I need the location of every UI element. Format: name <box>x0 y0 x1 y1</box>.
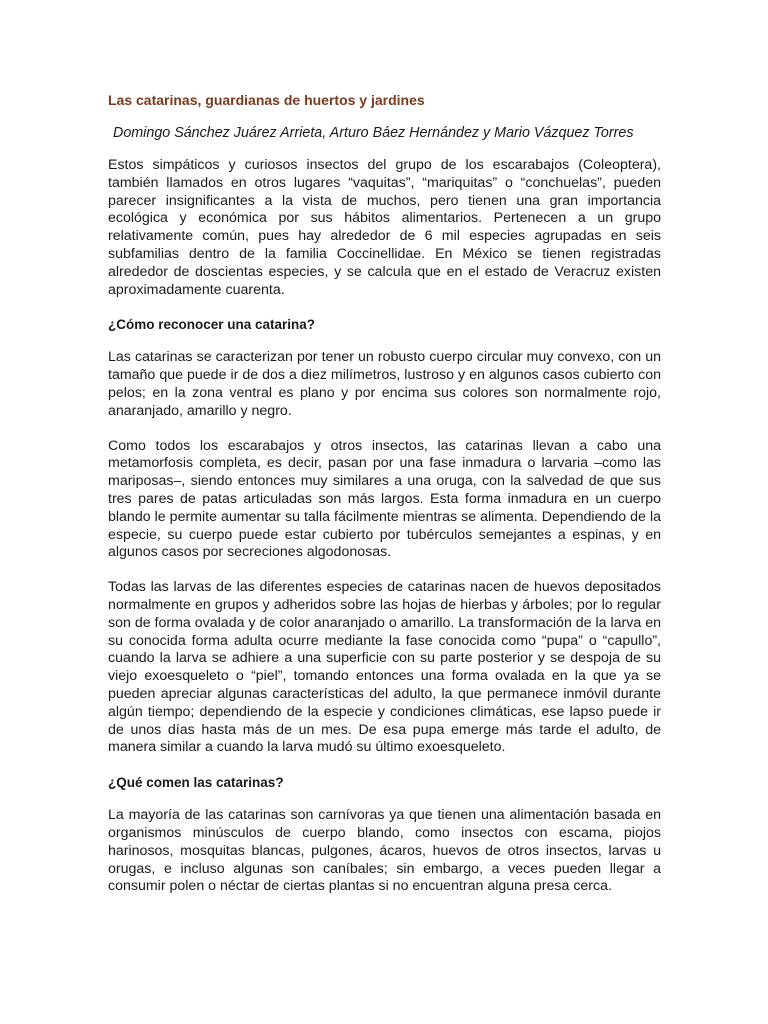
section-heading-recognize: ¿Cómo reconocer una catarina? <box>108 317 316 333</box>
section-heading-diet: ¿Qué comen las catarinas? <box>108 775 284 791</box>
paragraph-metamorphosis: Como todos los escarabajos y otros insectos, las catarinas llevan a cabo una metamorfosis completa, es decir, pasan por una fase inmadura o larvaria –como las mariposas–, siendo entonces muy similares a una oruga, con la salvedad de que sus tres pares de patas articuladas son más largos. Esta forma inmadura en un cuerpo blando le permite aumentar su talla fácilmente mientras se alimenta. Dependiendo de la especie, su cuerpo puede estar cubierto por tubérculos semejantes a espinas, y en algunos casos por secreciones algodonosas. <box>108 437 661 561</box>
paragraph-diet: La mayoría de las catarinas son carnívoras ya que tienen una alimentación basada en organismos minúsculos de cuerpo blando, como insectos con escama, piojos harinosos, mosquitas blancas, pulgones, ácaros, huevos de otros insectos, larvas u orugas, e incluso algunas son caníbales; sin embargo, a veces pueden llegar a consumir polen o néctar de ciertas plantas si no encuentran alguna presa cerca. <box>108 807 661 895</box>
document-page <box>108 90 661 913</box>
paragraph-body-description: Las catarinas se caracterizan por tener un robusto cuerpo circular muy convexo, con un tamaño que puede ir de dos a diez milímetros, lustroso y en algunos casos cubierto con pelos; en la zona ventral es plano y por encima sus colores son normalmente rojo, anaranjado, amarillo y negro. <box>108 349 661 419</box>
article-title: Las catarinas, guardianas de huertos y jardines <box>108 92 425 108</box>
intro-paragraph: Estos simpáticos y curiosos insectos del grupo de los escarabajos (Coleoptera), también llamados en otros lugares “vaquitas”, “mariquitas” o “conchuelas”, pueden parecer insignificantes a la vista de muchos, pero tienen una gran importancia ecológica y económica por sus hábitos alimentarios. Pertenecen a un grupo relativamente común, pues hay alrededor de 6 mil especies agrupadas en seis subfamilias dentro de la familia Coccinellidae. En México se tienen registradas alrededor de doscientas especies, y se calcula que en el estado de Veracruz existen aproximadamente cuarenta. <box>108 157 661 298</box>
article-authors: Domingo Sánchez Juárez Arrieta, Arturo Báez Hernández y Mario Vázquez Torres <box>113 125 634 141</box>
paragraph-larvae: Todas las larvas de las diferentes especies de catarinas nacen de huevos depositados normalmente en grupos y adheridos sobre las hojas de hierbas y árboles; por lo regular son de forma ovalada y de color anaranjado o amarillo. La transformación de la larva en su conocida forma adulta ocurre mediante la fase conocida como “pupa” o “capullo”, cuando la larva se adhiere a una superficie con su parte posterior y se despoja de su viejo exoesqueleto o “piel”, tomando entonces una forma ovalada en la que ya se pueden apreciar algunas características del adulto, la que permanece inmóvil durante algún tiempo; dependiendo de la especie y condiciones climáticas, ese lapso puede ir de unos días hasta más de un mes. De esa pupa emerge más tarde el adulto, de manera similar a cuando la larva mudó su último exoesqueleto. <box>108 579 661 756</box>
